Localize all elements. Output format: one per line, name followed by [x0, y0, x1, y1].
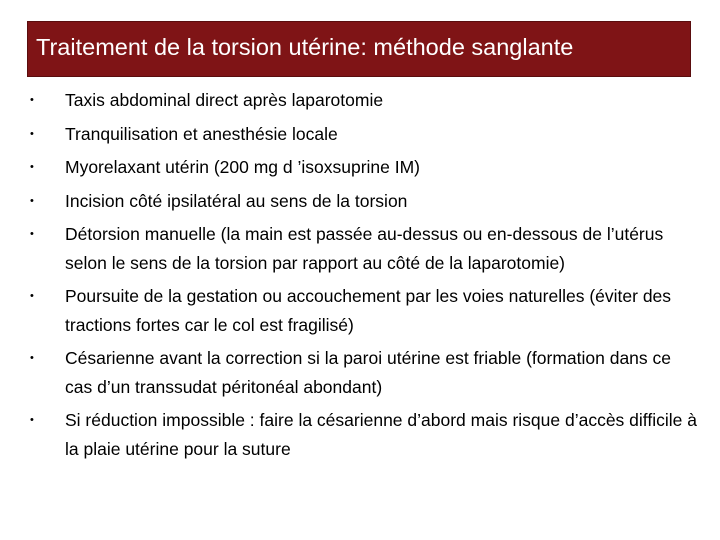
bullet-dot: • [30, 414, 34, 426]
bullet-list [30, 86, 700, 468]
bullet-text: Poursuite de la gestation ou accouchement par les voies naturelles (éviter des tractions fortes car le col est fragilisé) [65, 286, 672, 335]
bullet-text: Si réduction impossible : faire la césarienne d’abord mais risque d’accès difficile à la plaie utérine pour la suture [65, 410, 697, 459]
bullet-item [30, 406, 700, 463]
bullet-dot: • [30, 94, 34, 106]
bullet-text: Incision côté ipsilatéral au sens de la torsion [65, 190, 408, 211]
bullet-item [30, 187, 700, 216]
bullet-dot: • [30, 127, 34, 140]
bullet-item [30, 220, 700, 277]
title-banner [27, 21, 691, 77]
bullet-item [30, 86, 700, 115]
bullet-text: Césarienne avant la correction si la paroi utérine est friable (formation dans ce cas d’un transsudat péritonéal abondant) [65, 348, 672, 397]
bullet-text: Tranquilisation et anesthésie locale [65, 123, 338, 144]
bullet-text: Myorelaxant utérin (200 mg d ’isoxsuprine IM) [65, 157, 421, 177]
bullet-item [30, 120, 700, 149]
bullet-text: Détorsion manuelle (la main est passée au-dessus ou en-dessous de l’utérus selon le sens de la torsion par rapport au côté de la laparotomie) [65, 224, 664, 273]
bullet-dot: • [30, 290, 34, 302]
bullet-item [30, 282, 700, 339]
slide-title: Traitement de la torsion utérine: méthode sanglante [36, 34, 574, 60]
bullet-dot: • [30, 352, 34, 364]
bullet-text: Taxis abdominal direct après laparotomie [65, 90, 384, 110]
bullet-dot: • [30, 228, 34, 240]
bullet-item [30, 153, 700, 182]
bullet-item [30, 344, 700, 401]
bullet-dot: • [30, 161, 34, 173]
bullet-dot: • [30, 194, 34, 207]
